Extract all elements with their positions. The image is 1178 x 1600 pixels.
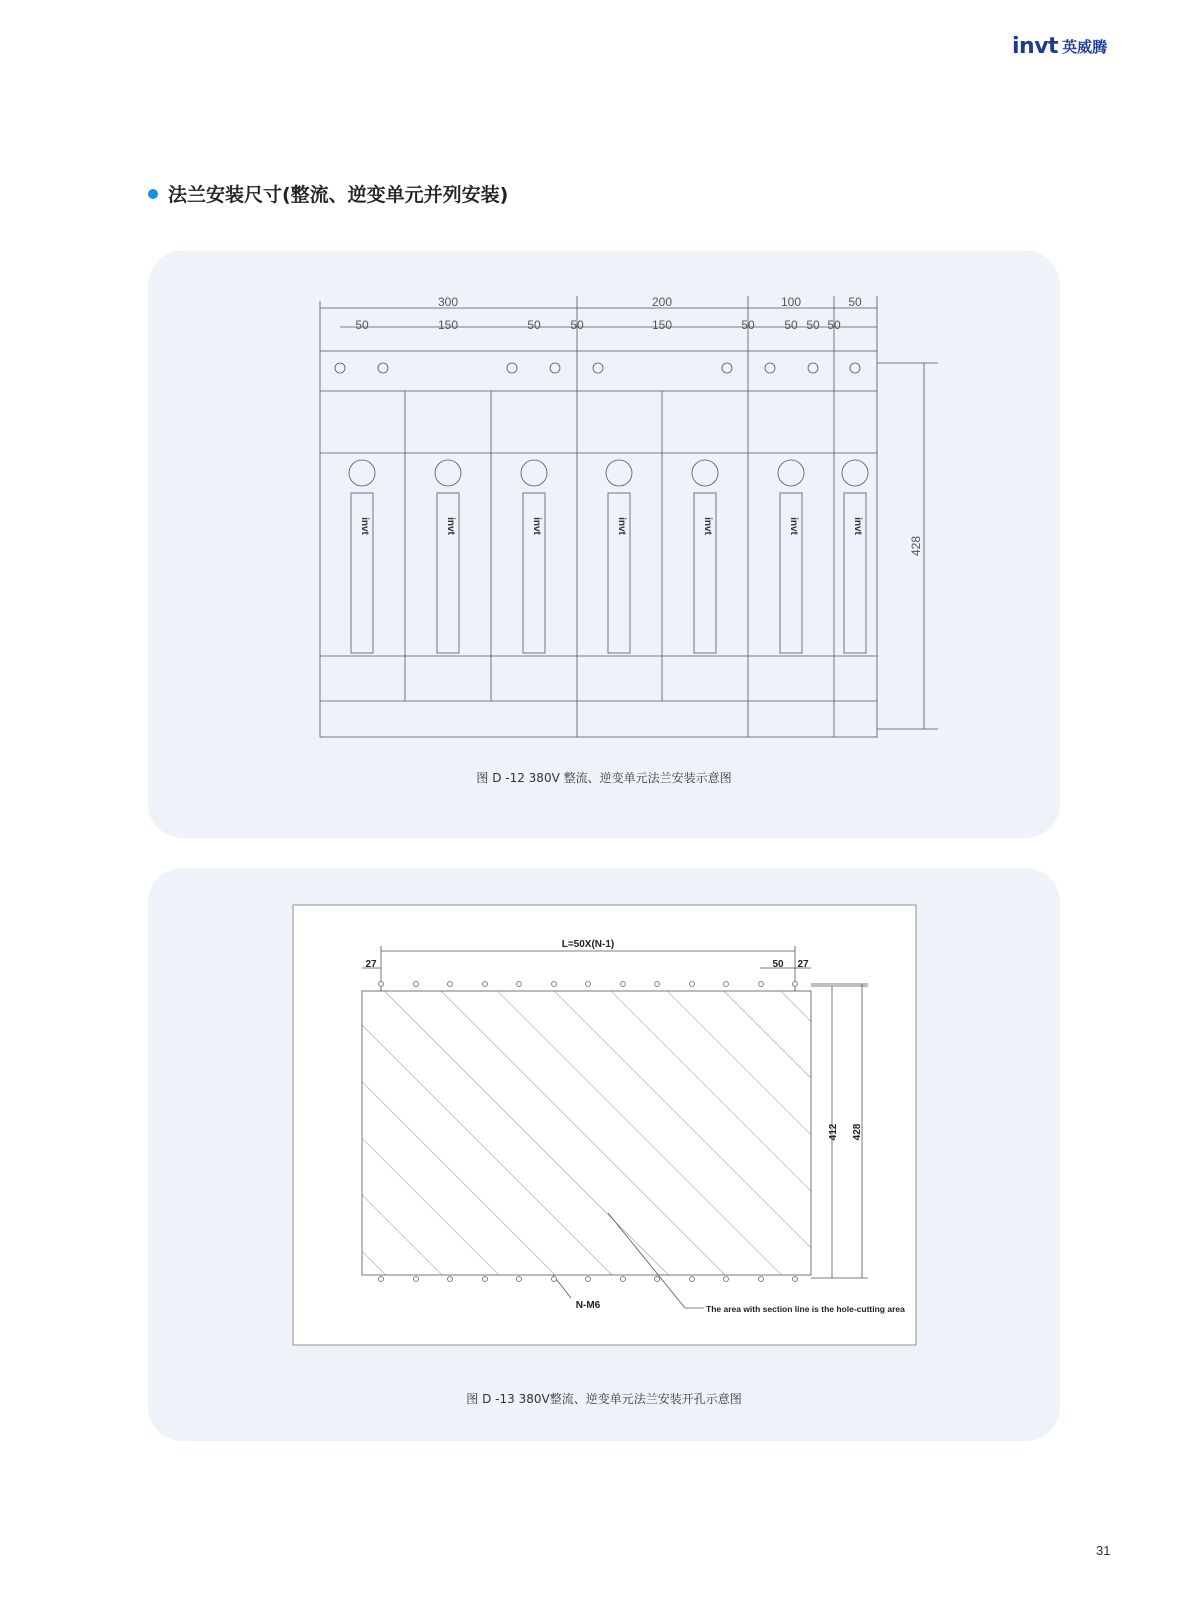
flange-installation-drawing bbox=[148, 251, 1060, 838]
right-offset-label: 27 bbox=[797, 959, 809, 970]
dim-50-a: 50 bbox=[355, 318, 369, 332]
dim-150-a: 150 bbox=[437, 318, 459, 332]
section-title: 法兰安装尺寸(整流、逆变单元并列安装) bbox=[168, 184, 509, 206]
dim-50-g: 50 bbox=[827, 318, 841, 332]
hole-cutting-drawing bbox=[148, 868, 1060, 1441]
pitch-label: 50 bbox=[772, 959, 784, 970]
dim-50-e: 50 bbox=[784, 318, 798, 332]
unit-brand-6: invt bbox=[788, 517, 799, 535]
unit-brand-2: invt bbox=[445, 517, 456, 535]
dim-200: 200 bbox=[651, 295, 673, 309]
left-offset-label: 27 bbox=[365, 959, 377, 970]
unit-brand-7: invt bbox=[852, 517, 863, 535]
dim-100: 100 bbox=[780, 295, 802, 309]
dim-50-b: 50 bbox=[527, 318, 541, 332]
dim-50-f: 50 bbox=[806, 318, 820, 332]
figure-panel-1 bbox=[148, 251, 1060, 838]
logo-brand-cn: 英威腾 bbox=[1062, 37, 1108, 56]
page-number: 31 bbox=[1096, 1543, 1111, 1558]
unit-brand-1: invt bbox=[359, 517, 370, 535]
hole-label: N-M6 bbox=[575, 1300, 601, 1311]
dim-150-b: 150 bbox=[651, 318, 673, 332]
inner-height-label: 412 bbox=[828, 1123, 839, 1141]
dim-428: 428 bbox=[909, 535, 923, 557]
bullet-icon bbox=[148, 189, 158, 199]
dim-50-d: 50 bbox=[741, 318, 755, 332]
area-note: The area with section line is the hole-cutting area bbox=[706, 1304, 905, 1314]
length-label: L=50X(N-1) bbox=[561, 939, 615, 950]
invt-logo bbox=[1012, 32, 1107, 60]
figure1-caption: 图 D -12 380V 整流、逆变单元法兰安装示意图 bbox=[476, 771, 732, 785]
outer-height-label: 428 bbox=[852, 1123, 863, 1141]
unit-brand-4: invt bbox=[616, 517, 627, 535]
section-heading bbox=[148, 180, 508, 207]
unit-brand-3: invt bbox=[531, 517, 542, 535]
dim-50-top: 50 bbox=[848, 295, 862, 309]
figure2-caption: 图 D -13 380V整流、逆变单元法兰安装开孔示意图 bbox=[466, 1392, 742, 1406]
figure-panel-2 bbox=[148, 868, 1060, 1441]
dim-300: 300 bbox=[437, 295, 459, 309]
logo-brand: invt bbox=[1012, 33, 1059, 59]
unit-brand-5: invt bbox=[702, 517, 713, 535]
dim-50-c: 50 bbox=[570, 318, 584, 332]
